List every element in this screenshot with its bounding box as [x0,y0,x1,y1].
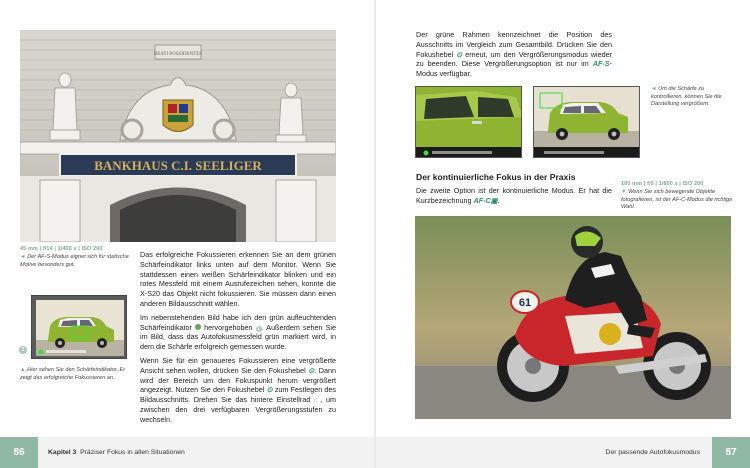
camera-caption [20,367,132,382]
facade-caption [20,254,132,269]
race-number: 61 [518,297,532,309]
page-number-right: 87 [712,437,750,468]
bank-sign-text: BANKHAUS C.I. SEELIGER [94,158,262,173]
zoomed-focus-photo [415,86,522,158]
plaque-text: BEATI POSSIDENTES [153,52,203,57]
section-title: Der passende Autofokusmodus [605,449,700,456]
moto-caption: ▼ Wenn Sie sich bewegende Objekte fotografieren, ist der AF-C-Modus die richtige Wahl. [621,189,733,211]
bank-facade-photo [20,30,336,242]
caption-arrow-icon: ◄ [651,86,659,92]
left-body-text [140,250,336,429]
right-mid-text: Die zweite Option ist der kontinuierliche Modus. Er hat die Kurzbezeichnung AF-C▣. [416,186,612,205]
callout-badge: 1 [19,346,27,354]
left-footer [0,437,374,468]
right-top-text: Der grüne Rahmen kennzeichnet die Position des Ausschnitts im Vergleich zum Gesamtbild. Drücken Sie den Fokushebel ⊙ erneut, um den Vergrößerungsmodus wieder zu beenden. Diese Vergrößerungsoption ist nur im AF-S-Modus verfügbar. [416,30,613,79]
section-heading: Der kontinuierliche Fokus in der Praxis [416,172,576,182]
paragraph-1: Das erfolgreiche Fokussieren erkennen Sie an dem grünen Schärfeindikator links unten auf dem Monitor. Wenn Sie stattdessen einen weißen Schärfeindikator blinken und ein rotes Messfeld mit einem Ausrufezeichen sehen, konnte die X-S20 das Objekt nicht fokussieren. Sie müssen dann einen anderen Bildausschnitt wählen. [140,250,336,308]
focus-lever-icon: ⊙ [308,365,315,375]
caption-arrow-icon: ▲ [20,367,28,373]
focus-lever-icon: ⊙ [456,49,463,59]
zoom-caption: ◄ Um die Schärfe zu kontrollieren, können Sie die Darstellung vergrößern. [651,86,722,108]
motorcycle-race-photo [415,216,731,419]
moto-caption-meta: 180 mm | f/9 | 1/800 s | ISO 200 [621,181,704,187]
camera-caption-text: Hier sehen Sie den Schärfeindikator. Er zeigt das erfolgreiche Fokussieren an. [20,367,126,381]
caption-arrow-icon: ▼ [621,189,629,195]
paragraph-3: Wenn Sie für ein genaueres Fokussieren eine vergrößerte Ansicht sehen wollen, drücken Sie den Fokushebel ⊙. Dann wird der Bereich um den Fokuspunkt herum vergrößert angezeigt. Nutzen Sie den Fokushebel ⊙ zum Festlegen des Bildausschnitts. Drehen Sie das hintere Einstellrad ◌, um zwischen den drei verfügbaren Vergrößerungsstufen zu wechseln. [140,355,337,424]
overview-frame-photo [533,86,640,158]
page-number-left: 86 [0,437,38,468]
af-c-mode-icon: ▣ [490,195,498,205]
green-focus-dot-icon [195,324,201,330]
facade-caption-text: Der AF-S-Modus eignet sich für statische Motive besonders gut. [20,254,129,268]
camera-monitor-photo [31,295,127,359]
caption-arrow-icon: ◄ [20,254,28,260]
paragraph-2: Im nebenstehenden Bild habe ich den grün aufleuchtenden Schärfeindikator hervorgehoben 1 . Außerdem sehen Sie im Bild, dass das Autofokusmessfeld grün markiert wird, in dem die Schärfe erfolgreich gemessen wurde. [140,312,336,352]
book-gutter [374,0,376,468]
facade-caption-meta: 45 mm | f/14 | 1/400 s | ISO 200 [20,246,103,252]
command-dial-icon: ◌ [314,395,321,405]
focus-lever-icon: ⊙ [266,385,273,395]
chapter-title: Kapitel 3 Präziser Fokus in allen Situationen [48,449,185,456]
right-footer [376,437,750,468]
af-s-mode-label: AF-S [592,59,610,69]
callout-number-icon: 1 [257,326,260,332]
af-c-mode-label: AF-C [473,195,491,205]
